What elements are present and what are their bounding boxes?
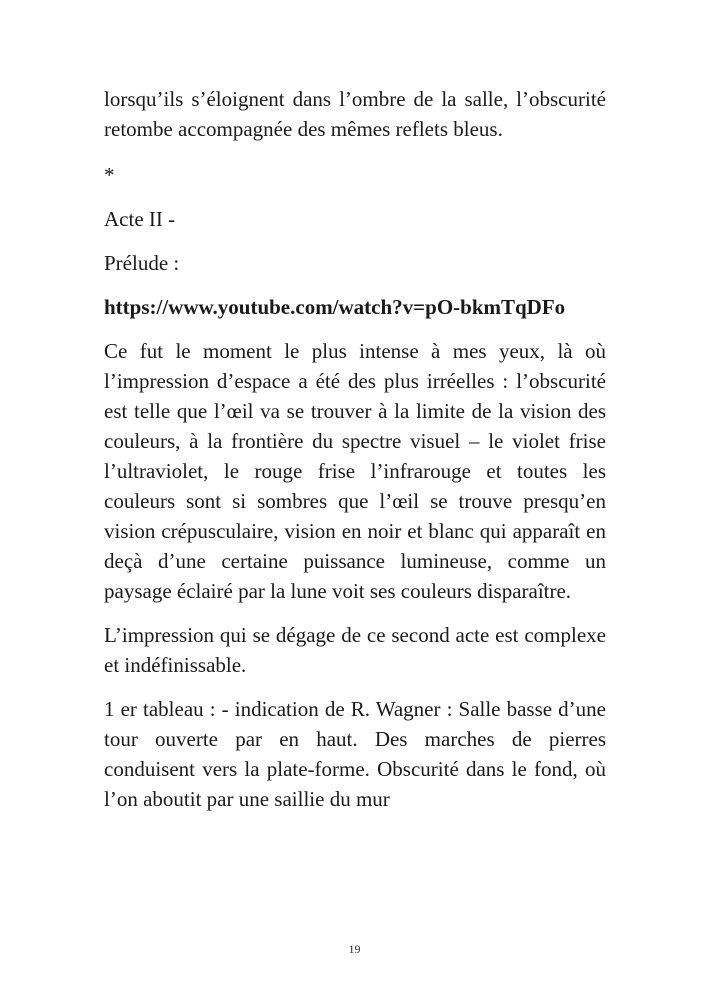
paragraph-impression: L’impression qui se dégage de ce second acte est complexe et indéfinissable.	[104, 623, 606, 677]
page-number: 19	[348, 942, 361, 956]
paragraph-intense-moment: Ce fut le moment le plus intense à mes yeux, là où l’impression d’espace a été des plus irréelles : l’obscurité est telle que l’œil va se trouver à la limite de la vision des couleurs, à la frontière du spectre visuel – le violet frise l’ultraviolet, le rouge frise l’infrarouge et toutes les couleurs sont si sombres que l’œil se trouve presqu’en vision crépusculaire, vision en noir et blanc qui apparaît en deçà d’une certaine puissance lumineuse, comme un paysage éclairé par la lune voit ses couleurs disparaître.	[104, 339, 606, 603]
youtube-link[interactable]: https://www.youtube.com/watch?v=pO-bkmTqDFo	[104, 295, 566, 319]
section-separator: *	[104, 163, 115, 187]
paragraph-continuation: lorsqu’ils s’éloignent dans l’ombre de la salle, l’obscurité retombe accompagnée des mêmes reflets bleus.	[104, 87, 606, 141]
prelude-heading: Prélude :	[104, 251, 180, 275]
paragraph-first-tableau: 1 er tableau : - indication de R. Wagner : Salle basse d’une tour ouverte par en haut. Des marches de pierres conduisent vers la plate-forme. Obscurité dans le fond, où l’on aboutit par une saillie du mur	[104, 697, 606, 811]
page-body	[104, 84, 606, 814]
act-heading: Acte II -	[104, 207, 176, 231]
